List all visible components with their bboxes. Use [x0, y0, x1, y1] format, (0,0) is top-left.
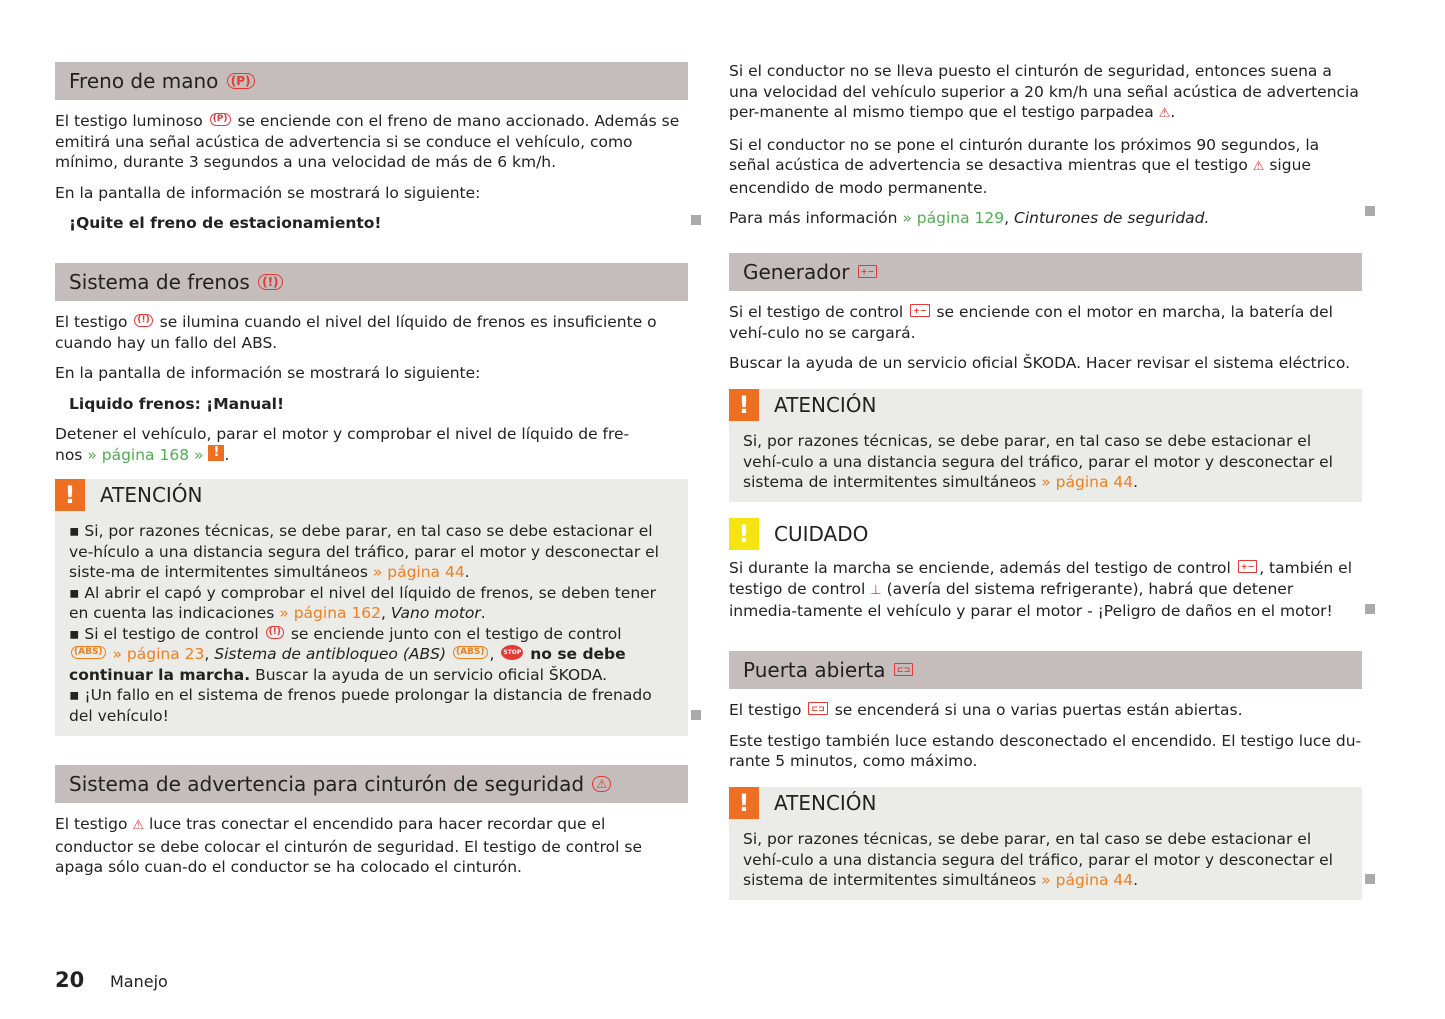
text: .: [480, 604, 486, 622]
text: ,: [489, 645, 495, 663]
text: Vano motor: [390, 604, 481, 622]
text: ▪ Si, por razones técnicas, se debe parar, en tal caso se debe estacionar el ve-hículo a una distancia segura del tráfico, parar el motor y desconectar el siste-ma de intermitentes simultáneos: [69, 522, 659, 581]
paragraph: En la pantalla de información se mostrará lo siguiente:: [55, 364, 481, 382]
text: Si, por razones técnicas, se debe parar, en tal caso se debe estacionar el vehí-culo a una distancia segura del tráfico, parar el motor y desconectar el sistema de intermitentes simultáneos: [743, 432, 1333, 491]
text: se enciende con el freno de mano accionado. Además se emitirá una señal acústica de advertencia si se conduce el vehículo, como mínimo, durante 3 segundos a una velocidad de más de 6 km/h.: [55, 112, 680, 171]
text: Si durante la marcha se enciende, además del testigo de control: [729, 559, 1231, 577]
warning-item: [69, 583, 674, 624]
warning-item: ▪ ¡Un fallo en el sistema de frenos puede prolongar la distancia de frenado del vehículo!: [69, 686, 652, 725]
text: .: [464, 563, 470, 581]
text: .: [224, 445, 230, 464]
warning-text: [743, 829, 1348, 891]
battery-icon: +−: [858, 265, 877, 278]
page-link[interactable]: » página 44: [1041, 473, 1134, 491]
stop-icon: STOP: [501, 645, 523, 660]
page-link[interactable]: » página 44: [1041, 871, 1134, 889]
warning-box-atencion: [729, 389, 1362, 502]
section-label: Manejo: [110, 972, 168, 991]
door-open-icon: ⊏⊐: [808, 702, 827, 715]
text: , también el testigo de control: [729, 559, 1353, 598]
exclamation-icon: !: [729, 787, 759, 819]
text: luce tras conectar el encendido para hacer recordar que el conductor se debe colocar el cinturón de seguridad. El testigo de control se apaga sólo cuan-do el conductor se ha colocado el cinturón.: [55, 815, 642, 876]
text: ,: [1004, 209, 1010, 227]
text: Si el conductor no se pone el cinturón durante los próximos 90 segundos, la señal acústica de advertencia se desactiva mientras que el testigo: [729, 135, 1320, 174]
paragraph: [729, 302, 1362, 343]
handbrake-icon: (P): [210, 113, 231, 126]
text: Buscar la ayuda de un servicio oficial ŠKODA.: [255, 665, 608, 684]
exclamation-icon: !: [729, 389, 759, 421]
paragraph: [729, 700, 1362, 721]
warning-text: [743, 431, 1348, 493]
caution-header: [729, 518, 1362, 550]
page-link[interactable]: » página 129: [902, 209, 1005, 227]
section-end-mark: [691, 710, 701, 720]
cinturon-body: [55, 814, 688, 878]
paragraph: [729, 208, 1362, 229]
text: se encenderá si una o varias puertas están abiertas.: [834, 701, 1243, 719]
section-end-mark: [1365, 604, 1375, 614]
display-message: ¡Quite el freno de estacionamiento!: [69, 214, 382, 232]
text: se ilumina cuando el nivel del líquido de frenos es insuficiente o cuando hay un fallo del ABS.: [55, 313, 657, 352]
paragraph: [55, 424, 688, 465]
page-link[interactable]: » página 168 »: [87, 445, 204, 464]
paragraph: Este testigo también luce estando desconectado el encendido. El testigo luce du-rante 5 minutos, como máximo.: [729, 731, 1362, 770]
warning-box-atencion: [55, 479, 688, 736]
section-header-generador: [729, 253, 1362, 291]
generador-body: [729, 302, 1362, 374]
battery-icon: +−: [1238, 560, 1257, 573]
text: El testigo: [729, 701, 802, 719]
paragraph: Buscar la ayuda de un servicio oficial ŠKODA. Hacer revisar el sistema eléctrico.: [729, 354, 1351, 372]
warning-body: [729, 819, 1362, 901]
exclamation-icon: !: [55, 479, 85, 511]
warning-item: [69, 624, 674, 686]
seatbelt-icon: ⚠: [592, 776, 611, 792]
coolant-icon: ⊥: [870, 582, 882, 598]
text: .: [1170, 103, 1176, 121]
abs-icon: (ABS): [71, 646, 106, 659]
paragraph: [729, 135, 1362, 199]
section-header-cinturon: [55, 765, 688, 803]
door-open-icon: ⊏⊐: [894, 663, 913, 676]
display-message: Liquido frenos: ¡Manual!: [69, 394, 285, 413]
section-end-mark: [691, 215, 701, 225]
section-header-freno-mano: [55, 62, 688, 100]
brake-warning-icon: (!): [258, 274, 282, 290]
sistema-frenos-body: [55, 312, 688, 465]
battery-icon: +−: [910, 304, 929, 317]
cinturon-continuation: [729, 61, 1362, 229]
text: sigue encendido de modo permanente.: [729, 156, 1311, 197]
paragraph: [729, 61, 1362, 125]
warning-body: [729, 421, 1362, 503]
caution-title: CUIDADO: [774, 522, 869, 546]
brake-warning-icon: (!): [266, 626, 284, 639]
section-header-sistema-frenos: [55, 263, 688, 301]
section-title: Sistema de frenos: [69, 270, 250, 294]
warning-title: ATENCIÓN: [774, 393, 877, 417]
warning-box-atencion: [729, 787, 1362, 900]
text: Detener el vehículo, parar el motor y comprobar el nivel de líquido de fre-: [55, 425, 630, 443]
seatbelt-icon: ⚠: [1252, 159, 1265, 174]
caution-text: [729, 558, 1362, 622]
caution-box-cuidado: [729, 518, 1362, 622]
warning-header: [55, 479, 688, 511]
text: Para más información: [729, 209, 898, 227]
text: El testigo luminoso: [55, 112, 203, 130]
text: .: [1133, 473, 1139, 491]
text: se enciende con el motor en marcha, la batería del vehí-culo no se cargará.: [729, 303, 1333, 342]
warning-ref-icon: !: [208, 445, 224, 461]
warning-title: ATENCIÓN: [774, 791, 877, 815]
text: ▪ Al abrir el capó y comprobar el nivel del líquido de frenos, se deben tener en cuenta las indicaciones: [69, 583, 657, 622]
text: ▪ Si el testigo de control: [69, 624, 259, 643]
text: Si el conductor no se lleva puesto el cinturón de seguridad, entonces suena a una velocidad del vehículo superior a 20 km/h una señal acústica de advertencia per-manente al mismo tiempo que el testigo parpadea: [729, 62, 1359, 121]
warning-title: ATENCIÓN: [100, 483, 203, 507]
paragraph: [55, 111, 688, 173]
page-link[interactable]: » página 162: [279, 604, 382, 622]
page-link[interactable]: » página 44: [372, 563, 465, 581]
warning-item: [69, 521, 674, 583]
section-end-mark: [1365, 874, 1375, 884]
warning-body: [55, 511, 688, 736]
section-title: Sistema de advertencia para cinturón de seguridad: [69, 772, 585, 796]
warning-header: [729, 787, 1362, 819]
paragraph: [55, 814, 688, 878]
paragraph: En la pantalla de información se mostrará lo siguiente:: [55, 183, 481, 202]
text: no se debe continuar la marcha.: [69, 645, 626, 684]
exclamation-icon: !: [729, 518, 759, 550]
handbrake-icon: (P): [227, 73, 255, 89]
text: .: [1133, 871, 1139, 889]
section-title: Puerta abierta: [743, 658, 886, 682]
abs-icon: (ABS): [453, 646, 488, 659]
text: Sistema de antibloqueo (ABS): [214, 645, 447, 663]
warning-header: [729, 389, 1362, 421]
section-header-puerta: [729, 651, 1362, 689]
text: El testigo: [55, 313, 128, 331]
brake-warning-icon: (!): [134, 314, 152, 327]
paragraph: [55, 312, 688, 353]
seatbelt-icon: ⚠: [132, 818, 145, 833]
seatbelt-icon: ⚠: [1158, 106, 1171, 121]
text: ,: [204, 645, 210, 663]
section-end-mark: [1365, 206, 1375, 216]
text: (avería del sistema refrigerante), habrá que detener inmedia-tamente el vehículo y parar el motor - ¡Peligro de daños en el motor!: [729, 579, 1333, 620]
puerta-body: [729, 700, 1362, 772]
page-number: 20: [55, 968, 85, 992]
text: Si, por razones técnicas, se debe parar, en tal caso se debe estacionar el vehí-culo a una distancia segura del tráfico, parar el motor y desconectar el sistema de intermitentes simultáneos: [743, 830, 1333, 889]
text: Cinturones de seguridad.: [1014, 209, 1210, 227]
page-link[interactable]: » página 23: [112, 645, 205, 663]
text: nos: [55, 445, 83, 464]
text: Si el testigo de control: [729, 303, 904, 321]
text: El testigo: [55, 815, 128, 833]
freno-mano-body: [55, 111, 688, 234]
text: se enciende junto con el testigo de control: [290, 624, 622, 643]
section-title: Freno de mano: [69, 69, 219, 93]
section-title: Generador: [743, 260, 850, 284]
text: ,: [381, 604, 386, 622]
